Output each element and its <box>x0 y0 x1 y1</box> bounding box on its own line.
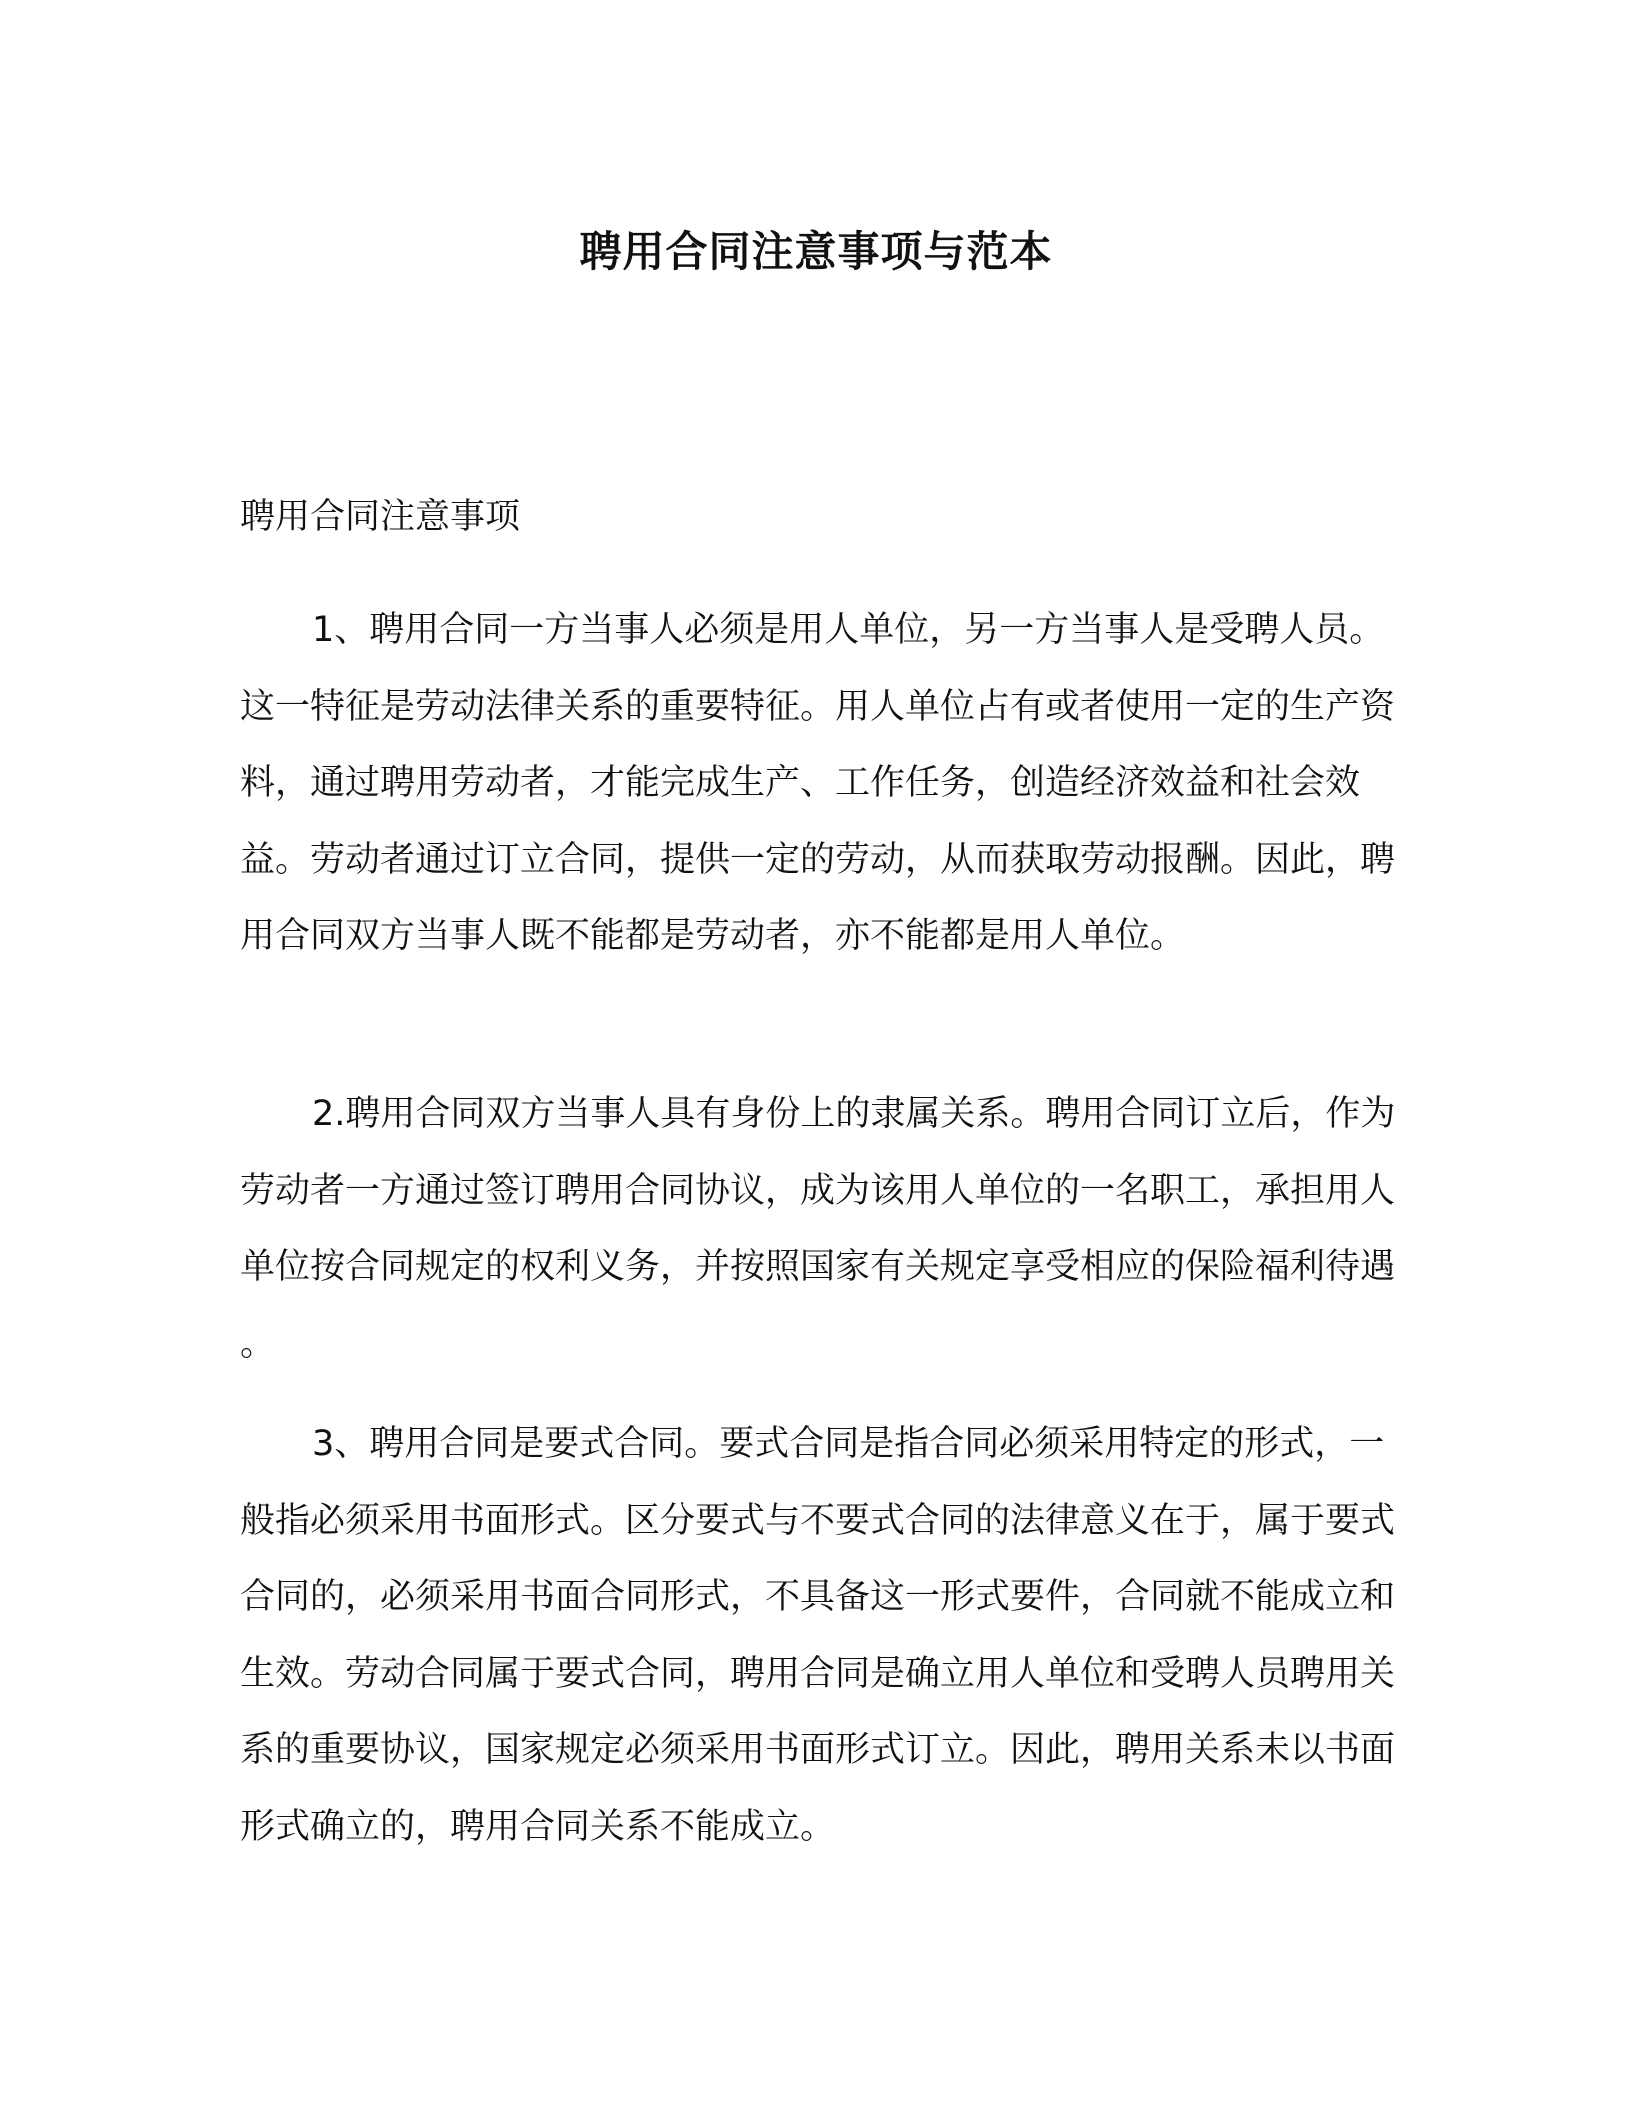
paragraph-1: 1、聘用合同一方当事人必须是用人单位，另一方当事人是受聘人员。这一特征是劳动法律关系的重要特征。用人单位占有或者使用一定的生产资料，通过聘用劳动者，才能完成生产、工作任务，创造经济效益和社会效益。劳动者通过订立合同，提供一定的劳动，从而获取劳动报酬。因此，聘用合同双方当事人既不能都是劳动者，亦不能都是用人单位。 <box>240 610 1396 956</box>
paragraph-3: 3、聘用合同是要式合同。要式合同是指合同必须采用特定的形式，一般指必须采用书面形式。区分要式与不要式合同的法律意义在于，属于要式合同的，必须采用书面合同形式，不具备这一形式要件，合同就不能成立和生效。劳动合同属于要式合同，聘用合同是确立用人单位和受聘人员聘用关系的重要协议，国家规定必须采用书面形式订立。因此，聘用关系未以书面形式确立的，聘用合同关系不能成立。 <box>240 1424 1396 1847</box>
section-heading: 聘用合同注意事项 <box>240 497 521 537</box>
document-title: 聘用合同注意事项与范本 <box>579 227 1053 276</box>
paragraph-2: 2.聘用合同双方当事人具有身份上的隶属关系。聘用合同订立后，作为劳动者一方通过签订聘用合同协议，成为该用人单位的一名职工，承担用人单位按合同规定的权利义务，并按照国家有关规定享受相应的保险福利待遇 。 <box>240 1094 1396 1364</box>
